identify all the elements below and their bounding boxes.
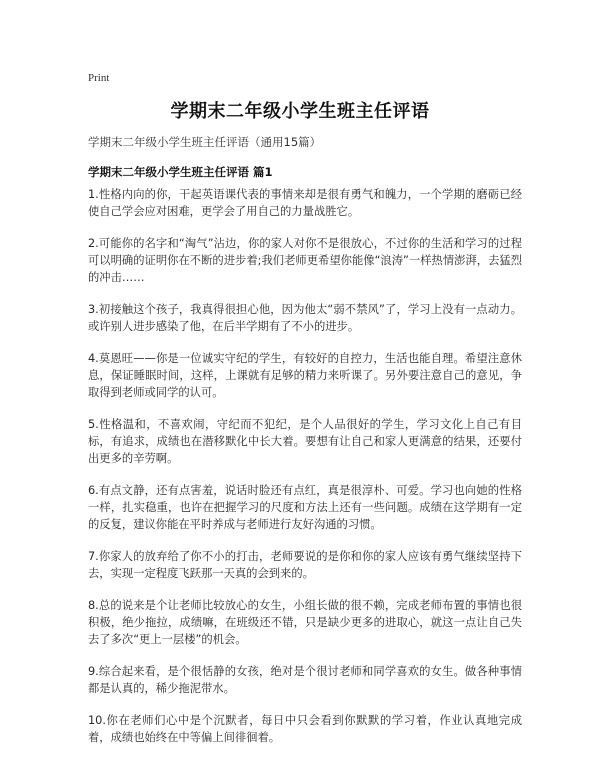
print-label[interactable]: Print [88,72,110,84]
section-heading: 学期末二年级小学生班主任评语 篇1 [88,165,273,179]
comment-paragraph-5: 5.性格温和，不喜欢闹，守纪而不犯纪，是个人品很好的学生，学习文化上自己有目标，有追求，成绩也在潜移默化中长大着。要想有让自己和家人更满意的结果，还要付出更多的辛劳啊。 [88,418,522,465]
comment-paragraph-7: 7.你家人的放弃给了你不小的打击，老师要说的是你和你的家人应该有勇气继续坚持下去，实现一定程度飞跃那一天真的会到来的。 [88,550,522,580]
comment-paragraph-9: 9.综合起来看，是个很恬静的女孩，绝对是个很讨老师和同学喜欢的女生。做各种事情都是认真的，稀少拖泥带水。 [88,665,522,695]
comment-paragraph-3: 3.初接触这个孩子，我真得很担心他，因为他太“弱不禁风”了，学习上没有一点动力。或许别人进步感染了他，在后半学期有了不小的进步。 [88,303,522,333]
document-subtitle: 学期末二年级小学生班主任评语（通用15篇） [88,135,322,149]
comment-paragraph-10: 10.你在老师们心中是个沉默者，每日中只会看到你默默的学习着，作业认真地完成着，成绩也始终在中等偏上间徘徊着。 [88,714,522,744]
page-title: 学期末二年级小学生班主任评语 [170,101,430,122]
comment-paragraph-2: 2.可能你的名字和“淘气”沾边，你的家人对你不是很放心，不过你的生活和学习的过程可以明确的证明你在不断的进步着;我们老师更希望你能像“浪涛”一样热情澎湃，去猛烈的冲击…… [88,237,522,284]
comment-paragraph-8: 8.总的说来是个让老师比较放心的女生，小组长做的很不赖，完成老师布置的事情也很积极，绝少拖拉，成绩嘛，在班级还不错，只是缺少更多的进取心，就这一点让自己失去了多次“更上一层楼”的机会。 [88,599,522,646]
comment-list [88,186,522,761]
comment-paragraph-6: 6.有点文静，还有点害羞，说话时脸还有点红，真是很淳朴、可爱。学习也向她的性格一样，扎实稳重，也许在把握学习的尺度和方法上还有一些问题。成绩在这学期有一定的反复，建议你能在平时养成与老师进行友好沟通的习惯。 [88,484,522,531]
comment-paragraph-4: 4.莫恩旺——你是一位诚实守纪的学生，有较好的自控力，生活也能自理。希望注意休息，保证睡眠时间，这样，上课就有足够的精力来听课了。另外要注意自己的意见，争取得到老师或同学的认可。 [88,352,522,399]
comment-paragraph-1: 1.性格内向的你，干起英语课代表的事情来却是很有勇气和魄力，一个学期的磨砺已经使自己学会应对困难，更学会了用自己的力量战胜它。 [88,188,522,218]
